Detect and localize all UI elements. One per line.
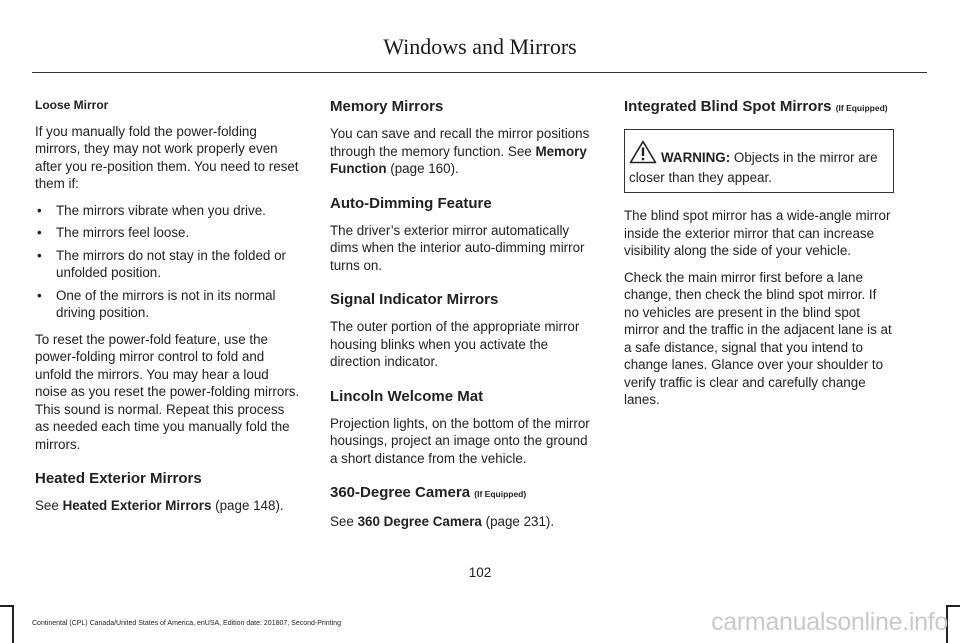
welcome-mat-text: Projection lights, on the bottom of the mirror housings, project an image onto the ground a short distance from the vehicle. [330,415,590,466]
see-text: See [35,498,59,513]
memory-mirrors-heading: Memory Mirrors [330,98,444,115]
crop-mark-left-v [12,605,14,643]
crop-mark-right-h [946,605,960,607]
memory-mirrors-text [330,125,595,178]
edition-footer: Continental (CPL) Canada/United States of America, enUSA, Edition date: 201807, Second-Printing [32,620,341,627]
memory-function-link[interactable]: Memory Function [330,143,587,176]
warning-triangle-icon [629,140,657,169]
reset-conditions-list [35,202,300,322]
heated-mirrors-reference [35,497,300,515]
page-title: Windows and Mirrors [383,34,577,59]
signal-indicator-text: The outer portion of the appropriate mirror housing blinks when you activate the direction indicator. [330,319,580,369]
loose-mirror-heading: Loose Mirror [35,98,109,112]
list-item: • The mirrors do not stay in the folded or unfolded position. [35,247,300,282]
watermark: carmanualsonline.info [711,608,948,636]
signal-indicator-heading: Signal Indicator Mirrors [330,291,499,308]
blind-spot-heading-text: Integrated Blind Spot Mirrors [624,98,832,115]
loose-mirror-intro: If you manually fold the power-folding mirrors, they may not work properly even after you re-position them. You need to reset them if: [35,123,299,191]
warning-box [624,129,894,193]
camera-heading [330,483,595,504]
auto-dimming-text: The driver’s exterior mirror automatically dims when the interior auto-dimming mirror turns on. [330,222,585,273]
auto-dimming-heading: Auto-Dimming Feature [330,194,492,212]
page-reference: (page 160). [390,161,459,176]
warning-label: WARNING: [661,150,731,165]
column-3 [624,97,894,418]
blind-spot-text-1: The blind spot mirror has a wide-angle mirror inside the exterior mirror that can increase visibility along the side of your vehicle. [624,208,891,258]
header-rule [32,72,927,73]
list-item: • One of the mirrors is not in its normal driving position. [35,287,300,322]
blind-spot-heading [624,97,894,118]
page-number: 102 [468,565,492,580]
warning-text: Objects in the mirror are closer than they appear. [629,150,878,185]
if-equipped-label: (If Equipped) [835,103,888,113]
page-reference: (page 231). [485,514,555,529]
list-item: • The mirrors vibrate when you drive. [35,202,300,220]
blind-spot-text-2: Check the main mirror first before a lane change, then check the blind spot mirror. If no vehicles are present in the blind spot mirror and the traffic in the adjacent lane is at a safe distance, signal that you intend to change lanes. Glance over your shoulder to verify traffic is clear and carefully change lanes. [624,269,892,407]
if-equipped-label: (If Equipped) [474,489,527,499]
heated-mirrors-heading: Heated Exterior Mirrors [35,470,202,487]
camera-reference [330,513,595,531]
memory-mirrors-body: You can save and recall the mirror positions through the memory function. See [330,126,590,159]
page-reference: (page 148). [215,498,284,513]
column-2 [330,97,595,540]
welcome-mat-heading: Lincoln Welcome Mat [330,387,484,405]
heated-mirrors-link[interactable]: Heated Exterior Mirrors [62,498,212,513]
camera-link[interactable]: 360 Degree Camera [357,514,482,529]
reset-instructions: To reset the power-fold feature, use the power-folding mirror control to fold and unfold the mirrors. You may hear a loud noise as you reset the power-folding mirrors. This sound is normal. Repeat this process as needed each time you manually fold the mirrors. [35,331,300,452]
crop-mark-left-h [0,605,13,607]
see-text: See [330,514,354,529]
camera-heading-text: 360-Degree Camera [330,484,471,501]
list-item: • The mirrors feel loose. [35,224,300,242]
column-1 [35,97,300,524]
